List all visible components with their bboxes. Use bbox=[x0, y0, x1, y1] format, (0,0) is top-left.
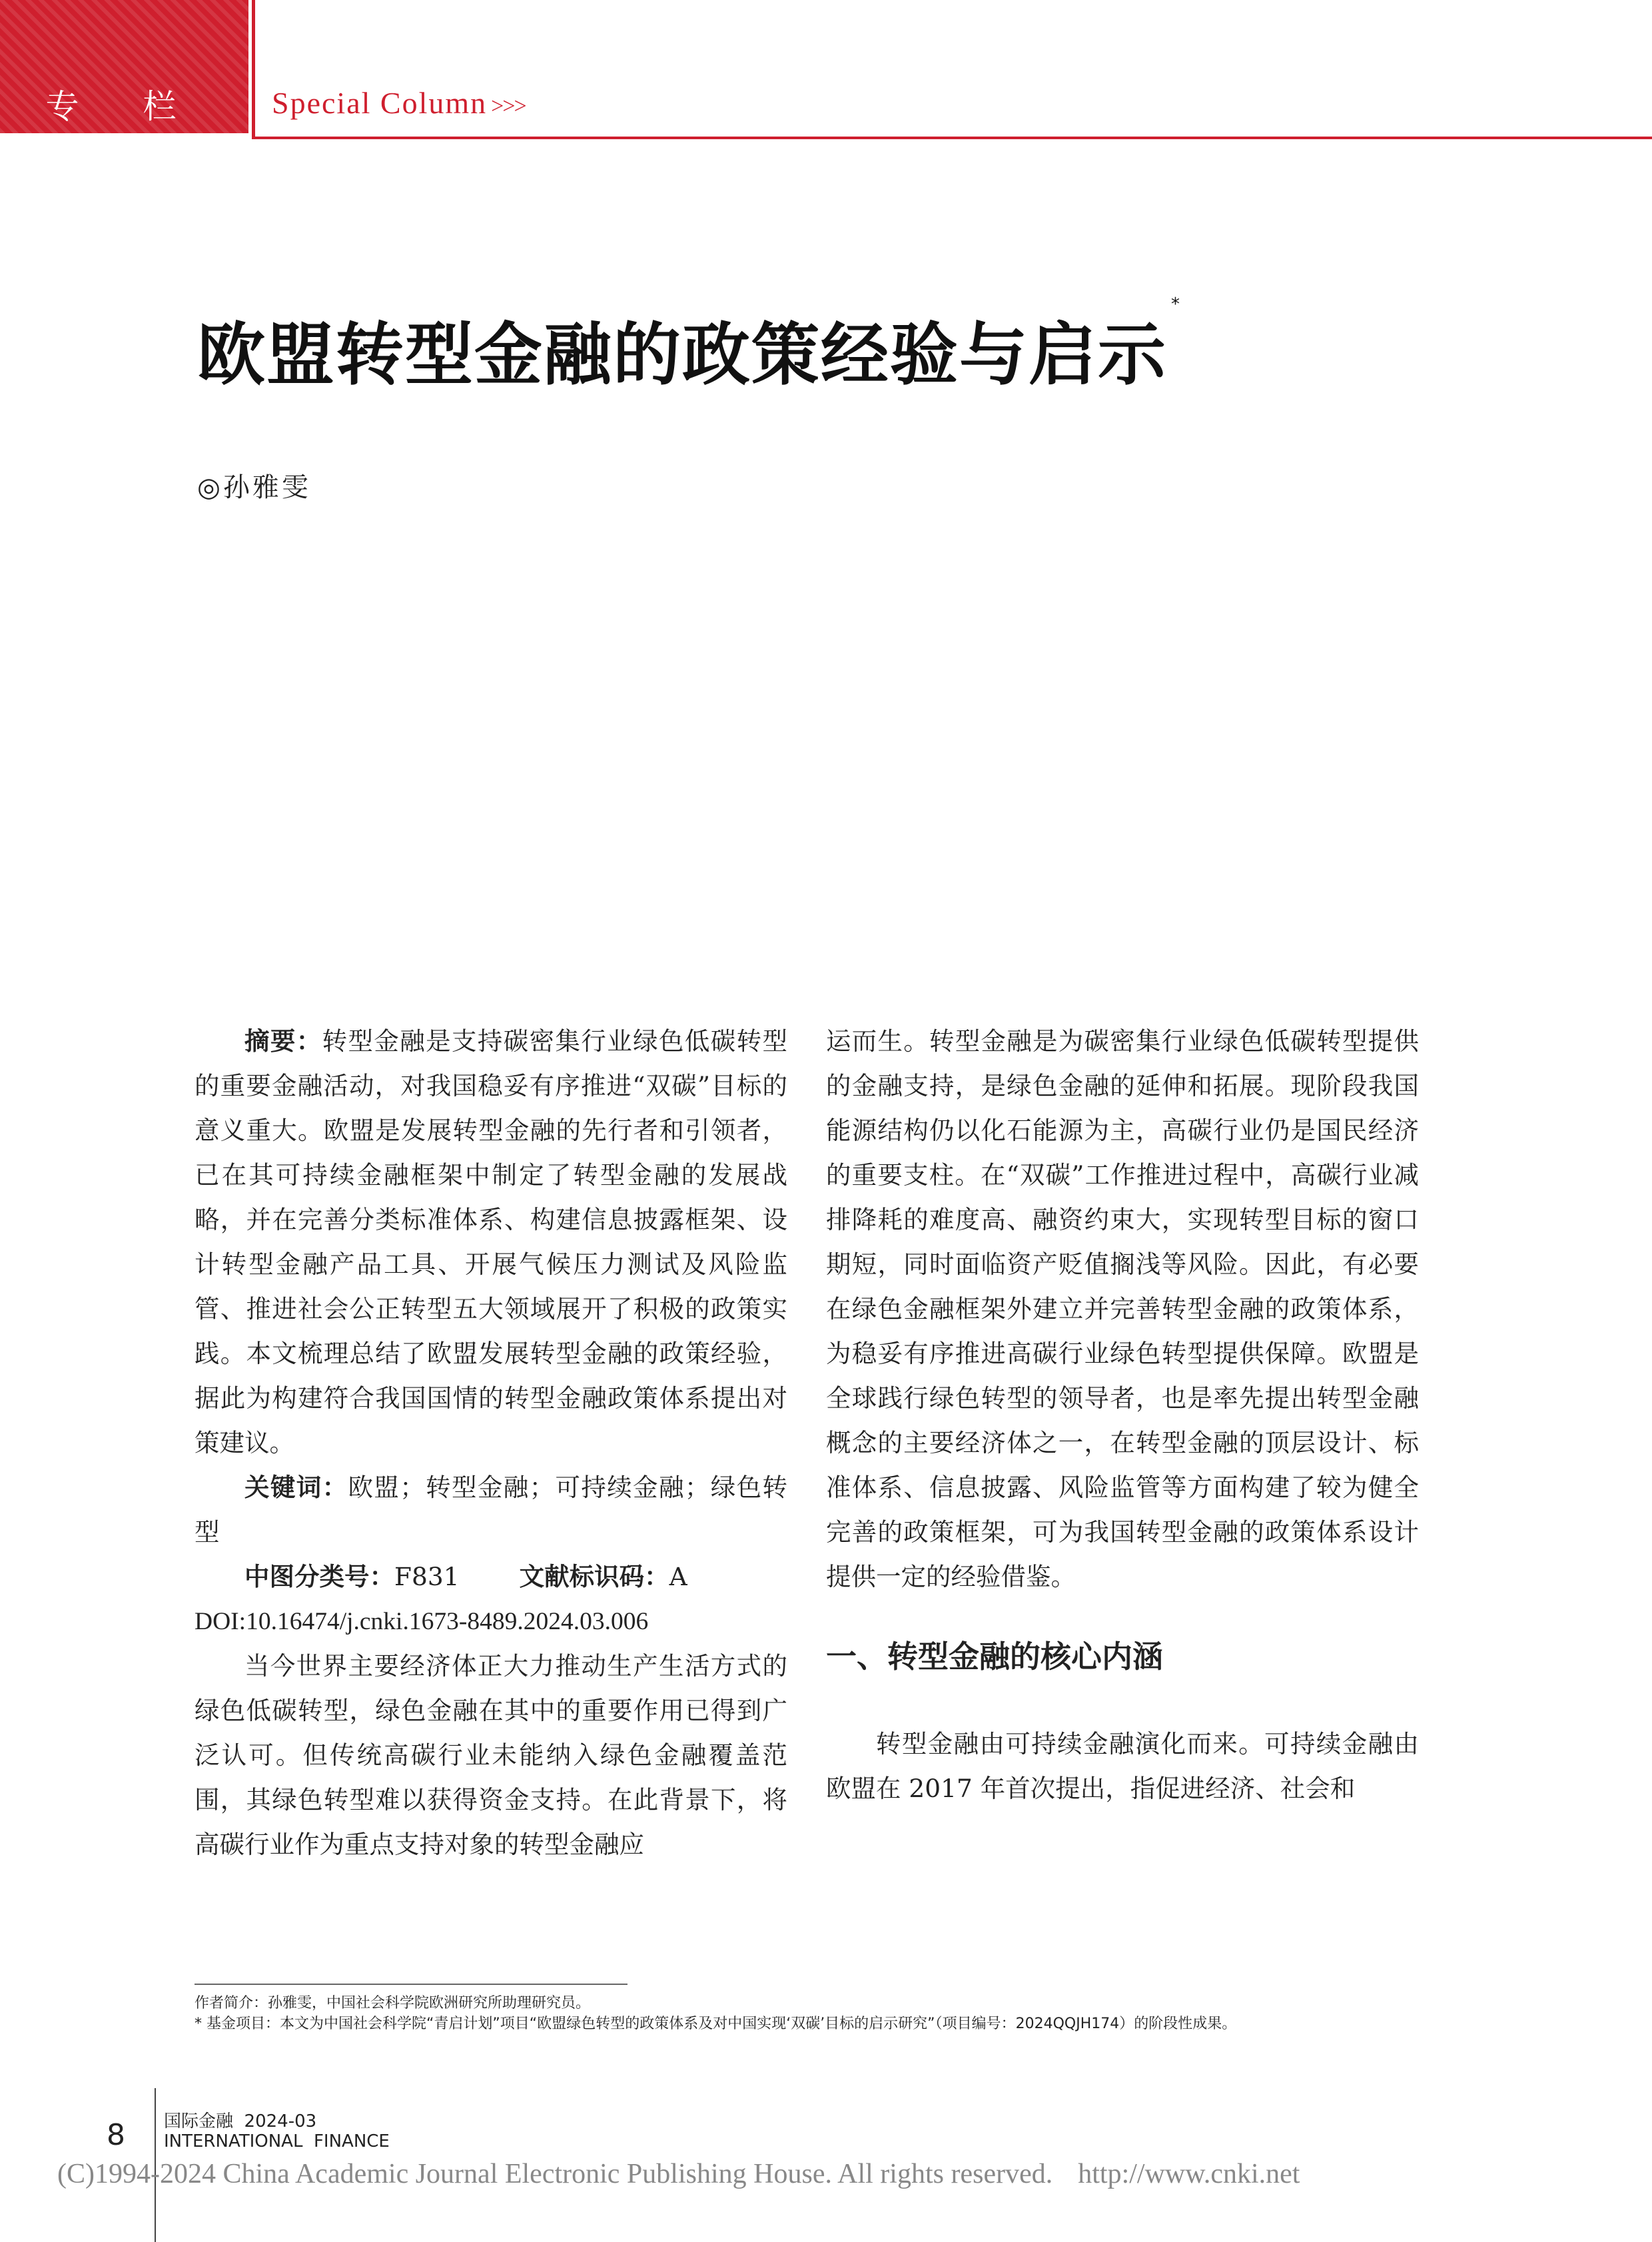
body-paragraph-1-cont: 运而生。转型金融是为碳密集行业绿色低碳转型提供的金融支持，是绿色金融的延伸和拓展。现阶段我国能源结构仍以化石能源为主，高碳行业仍是国民经济的重要支柱。在“双碳”工作推进过程中，高碳行业减排降耗的难度高、融资约束大，实现转型目标的窗口期短，同时面临资产贬值搁浅等风险。因此，有必要在绿色金融框架外建立并完善转型金融的政策体系，为稳妥有序推进高碳行业绿色转型提供保障。欧盟是全球践行绿色转型的领导者，也是率先提出转型金融概念的主要经济体之一，在转型金融的顶层设计、标准体系、信息披露、风险监管等方面构建了较为健全完善的政策框架，可为我国转型金融的政策体系设计提供一定的经验借鉴。 bbox=[826, 1026, 1419, 1591]
right-column bbox=[826, 1019, 1419, 1811]
abstract-text: 转型金融是支持碳密集行业绿色低碳转型的重要金融活动，对我国稳妥有序推进“双碳”目标的意义重大。欧盟是发展转型金融的先行者和引领者，已在其可持续金融框架中制定了转型金融的发展战略，并在完善分类标准体系、构建信息披露框架、设计转型金融产品工具、开展气候压力测试及风险监管、推进社会公正转型五大领域展开了积极的政策实践。本文梳理总结了欧盟发展转型金融的政策经验，据此为构建符合我国国情的转型金融政策体系提出对策建议。 bbox=[195, 1026, 787, 1457]
page-number: 8 bbox=[107, 2118, 125, 2152]
header-divider bbox=[252, 0, 255, 137]
author-line: ◎孙雅雯 bbox=[197, 472, 311, 503]
journal-name-en: INTERNATIONAL FINANCE bbox=[164, 2131, 390, 2151]
article-title-text: 欧盟转型金融的政策经验与启示 bbox=[197, 316, 1167, 395]
footnote-author bbox=[195, 1993, 1460, 2014]
keywords bbox=[195, 1465, 787, 1555]
clc-value: F831 bbox=[394, 1562, 460, 1591]
abstract-label: 摘要： bbox=[244, 1026, 322, 1056]
footnote-author-text: 孙雅雯，中国社会科学院欧洲研究所助理研究员。 bbox=[268, 1995, 591, 2012]
journal-info bbox=[164, 2111, 390, 2151]
article-title bbox=[197, 294, 1181, 398]
column-label-cn: 专 栏 bbox=[45, 87, 203, 126]
keywords-text: 欧盟；转型金融；可持续金融；绿色转型 bbox=[195, 1473, 787, 1547]
column-label-en-text: Special Column bbox=[272, 86, 488, 120]
column-tab bbox=[0, 0, 248, 133]
title-footnote-mark: * bbox=[1171, 294, 1181, 314]
footnotes bbox=[195, 1993, 1460, 2034]
classification-line bbox=[195, 1555, 787, 1599]
footnote-author-label: 作者简介： bbox=[195, 1995, 268, 2012]
section-1-paragraph: 转型金融由可持续金融演化而来。可持续金融由欧盟在 2017 年首次提出，指促进经济、社会和 bbox=[826, 1729, 1419, 1803]
journal-name-cn: 国际金融 2024-03 bbox=[164, 2111, 317, 2131]
keywords-label: 关键词： bbox=[244, 1473, 348, 1502]
footnote-fund-text: 本文为中国社会科学院“青启计划”项目“欧盟绿色转型的政策体系及对中国实现‘双碳’目标的启示研究”（项目编号：2024QQJH174）的阶段性成果。 bbox=[280, 2016, 1237, 2032]
footnote-fund-label: * 基金项目： bbox=[195, 2016, 280, 2032]
footnote-fund bbox=[195, 2014, 1460, 2034]
header-rule bbox=[252, 137, 1652, 139]
body-paragraph-1-start: 当今世界主要经济体正大力推动生产生活方式的绿色低碳转型，绿色金融在其中的重要作用已得到广泛认可。但传统高碳行业未能纳入绿色金融覆盖范围，其绿色转型难以获得资金支持。在此背景下，将高碳行业作为重点支持对象的转型金融应 bbox=[195, 1651, 787, 1859]
copyright-text: (C)1994-2024 China Academic Journal Electronic Publishing House. All rights reserved. bbox=[57, 2159, 1053, 2189]
footnote-rule bbox=[195, 1984, 627, 1985]
chevron-right-icon: >>> bbox=[491, 94, 526, 119]
copyright-watermark bbox=[57, 2158, 1300, 2190]
section-heading-1: 一、转型金融的核心内涵 bbox=[826, 1639, 1163, 1675]
doi: DOI:10.16474/j.cnki.1673-8489.2024.03.006 bbox=[195, 1608, 649, 1635]
clc-label: 中图分类号： bbox=[244, 1562, 394, 1591]
column-label-en bbox=[272, 85, 526, 121]
doc-code-value: A bbox=[669, 1562, 687, 1591]
cnki-url: http://www.cnki.net bbox=[1078, 2159, 1300, 2189]
left-column bbox=[195, 1019, 787, 1867]
abstract bbox=[195, 1019, 787, 1465]
doc-code-label: 文献标识码： bbox=[519, 1562, 669, 1591]
